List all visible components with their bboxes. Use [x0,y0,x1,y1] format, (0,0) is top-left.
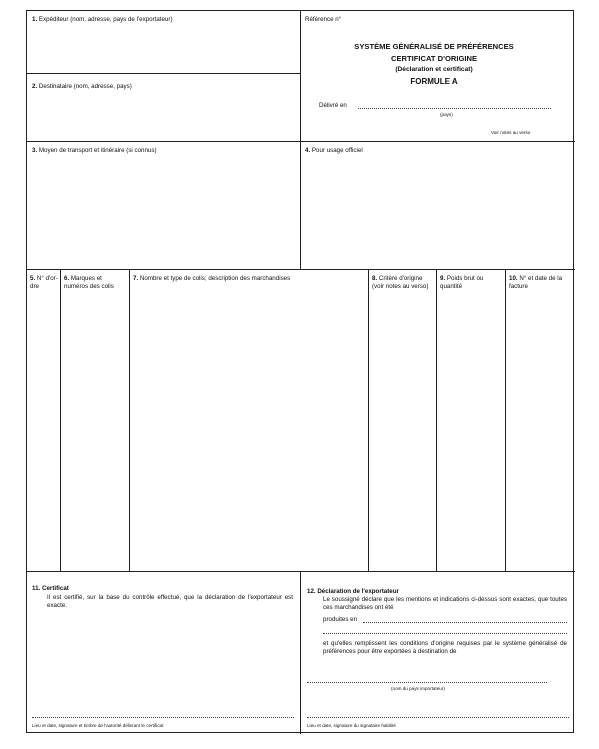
box1-text: Expéditeur (nom, adresse, pays de l'exportateur) [38,16,173,23]
col7-text: Nombre et type de colis; description des marchandises [139,275,291,282]
divider-box1-box2 [27,73,301,74]
box12-signature-line [307,717,569,718]
column-divider-9-10 [505,269,506,571]
col9-text: Poids brut ou quantité [440,275,484,290]
issued-in-sub: (pays) [440,112,453,117]
see-notes: Voir notes au verso [491,130,531,135]
box12-title [307,588,399,596]
divider-vertical-top [300,11,301,269]
col6-number: 6. [64,275,70,282]
divider-table-bottom [27,571,575,572]
box3-label [32,147,157,155]
divider-box2-box3 [27,141,575,142]
heading-line4: FORMULE A [410,77,458,86]
divider-top-table [27,269,575,270]
box1-label [32,16,173,24]
col8-text: Critère d'origine (voir notes au verso) [372,275,429,290]
col5-text: N° d'or-dre [30,275,58,290]
box2-text: Destinataire (nom, adresse, pays) [38,83,132,90]
heading-line1: SYSTÈME GÉNÉRALISÉ DE PRÉFÉRENCES [354,42,514,51]
box11-number: 11. [32,585,41,592]
column-divider-5-6 [60,269,61,571]
column-divider-7-8 [368,269,369,571]
box2-label [32,83,132,91]
box12-number: 12. [307,588,316,595]
divider-vertical-bottom [300,571,301,734]
box12-produced-label: produites en [323,616,358,623]
column-divider-8-9 [436,269,437,571]
col6-text: Marques et numéros des colis [64,275,114,290]
col10-text: N° et date de la facture [509,275,563,290]
box1-number: 1. [32,16,38,23]
col9-number: 9. [440,275,446,282]
box3-number: 3. [32,147,38,154]
issued-in-dotted-line [358,108,551,109]
col8-number: 8. [372,275,378,282]
box12-sub: (nom du pays importateur) [391,686,445,691]
box12-destination-line [307,682,547,683]
box12-blank-line [323,633,567,634]
col6-header [64,275,126,290]
box11-text: Il est certifié, sur la base du contrôle effectué, que la déclaration de l'exportateur est exacte. [47,594,293,609]
column-divider-6-7 [129,269,130,571]
heading-line2: CERTIFICAT D'ORIGINE [390,54,478,63]
col10-number: 10. [509,275,518,282]
box11-title-text: Certificat [42,585,69,592]
heading-line3: (Déclaration et certificat) [395,66,473,73]
box2-number: 2. [32,83,38,90]
col8-header [372,275,430,290]
box12-title-text: Déclaration de l'exportateur [317,588,399,595]
box11-title [32,585,69,593]
col5-header [30,275,58,290]
box12-text1: Le soussigné déclare que les mentions et indications ci-dessus sont exactes, que toutes ces marchandises ont été [323,596,567,611]
box4-label [305,147,363,155]
box11-signature-line [32,717,294,718]
col10-header [509,275,573,290]
box11-footer: Lieu et date, signature et timbre de l'autorité délivrant le certificat [32,723,164,728]
box12-produced-line [363,622,567,623]
col7-number: 7. [133,275,139,282]
reference-label: Référence n° [305,16,342,23]
col5-number: 5. [30,275,36,282]
box4-number: 4. [305,147,311,154]
box12-text2: et qu'elles remplissent les conditions d'origine requises par le système généralisé de préférences pour être exportées à destination de [323,640,567,655]
box4-text: Pour usage officiel [311,147,363,154]
issued-in-label: Délivré en [319,102,347,109]
certificate-form [26,10,574,733]
col9-header [440,275,502,290]
box3-text: Moyen de transport et itinéraire (si connus) [38,147,157,154]
box12-footer: Lieu et date, signature du signataire habilité [307,723,396,728]
col7-header [133,275,290,283]
